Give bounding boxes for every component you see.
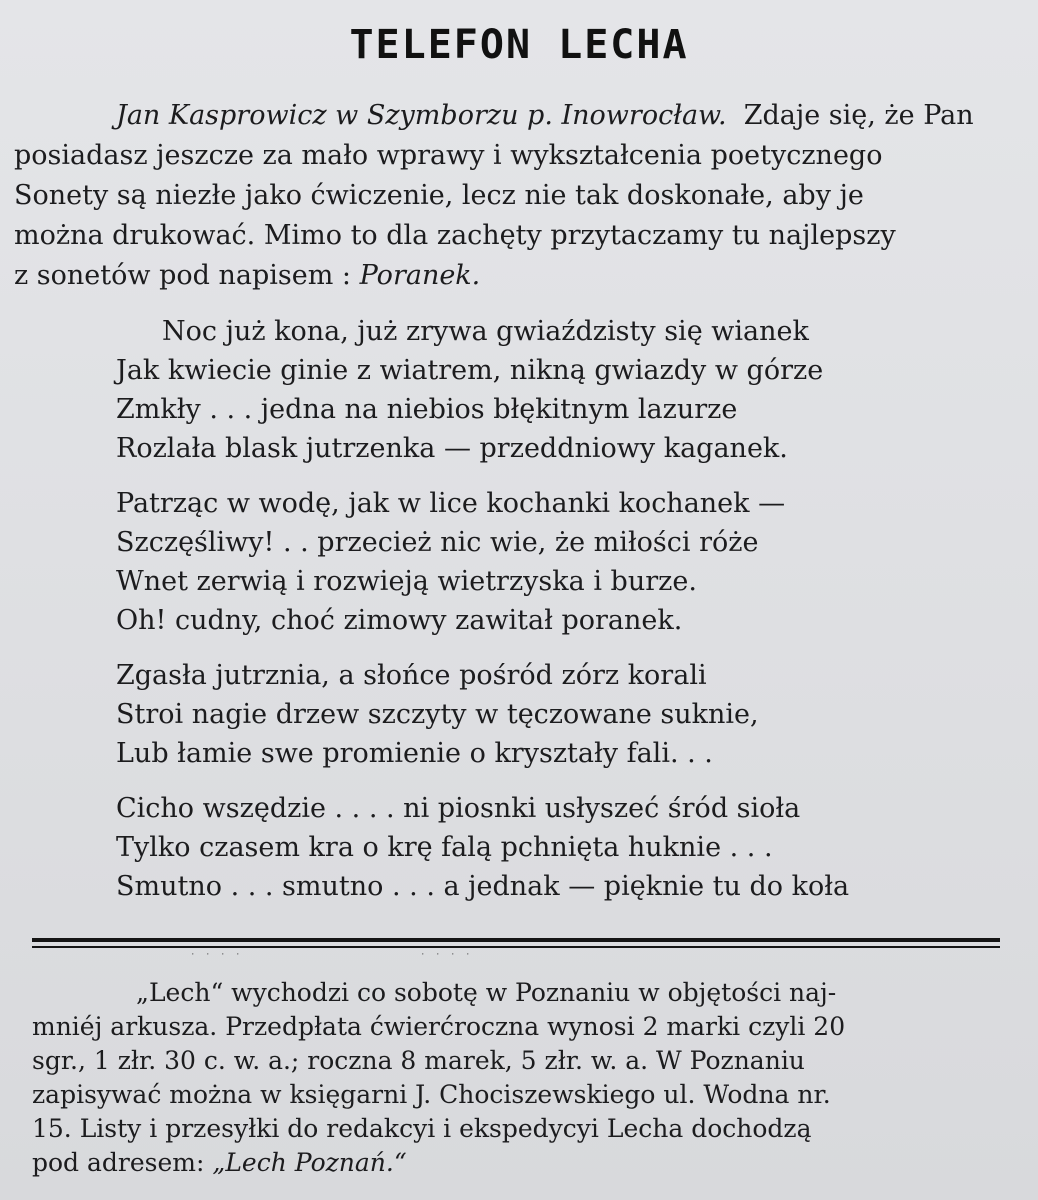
poem-line: Cicho wszędzie . . . . ni piosnki usłyszeć śród sioła [116, 793, 801, 824]
poem-line: Oh! cudny, choć zimowy zawitał poranek. [116, 605, 683, 636]
intro-line: posiadasz jeszcze za mało wprawy i wykształcenia poetycznego [14, 140, 883, 171]
page-title: TELEFON LECHA [349, 22, 689, 68]
notice-text: pod adresem: [32, 1148, 205, 1177]
notice-line: sgr., 1 złr. 30 c. w. a.; roczna 8 marek, 5 złr. w. a. W Poznaniu [32, 1046, 805, 1075]
intro-paragraph [14, 96, 1038, 296]
poem-line: Patrząc w wodę, jak w lice kochanki kochanek — [116, 488, 786, 519]
intro-line [14, 256, 1038, 296]
sonnet [116, 312, 1016, 922]
postal-address: „Lech Poznań.“ [212, 1148, 407, 1177]
notice-line: „Lech“ wychodzi co sobotę w Poznaniu w objętości naj- [136, 978, 837, 1007]
poem-line: Jak kwiecie ginie z wiatrem, nikną gwiazdy w górze [116, 355, 824, 386]
poem-line: Smutno . . . smutno . . . a jednak — pięknie tu do koła [116, 871, 850, 902]
poem-line: Zmkły . . . jedna na niebios błękitnym lazurze [116, 394, 738, 425]
poem-line: Rozlała blask jutrzenka — przeddniowy kaganek. [116, 433, 788, 464]
notice-line: 15. Listy i przesyłki do redakcyi i ekspedycyi Lecha dochodzą [32, 1114, 812, 1143]
intro-line [14, 96, 1038, 136]
poem-line: Zgasła jutrznia, a słońce pośród zórz korali [116, 660, 707, 691]
notice-line: zapisywać można w księgarni J. Chociszewskiego ul. Wodna nr. [32, 1080, 831, 1109]
publication-notice [32, 976, 1000, 1180]
stanza [116, 484, 1016, 640]
poem-line: Lub łamie swe promienie o kryształy fali. . . [116, 738, 713, 769]
stanza [116, 312, 1016, 468]
intro-line: można drukować. Mimo to dla zachęty przytaczamy tu najlepszy [14, 220, 896, 251]
intro-line: Sonety są niezłe jako ćwiczenie, lecz nie tak doskonałe, aby je [14, 180, 864, 211]
addressee: Jan Kasprowicz w Szymborzu p. Inowrocław. [116, 100, 727, 131]
ornament: ˙ ˙ ˙ ˙ [420, 952, 474, 965]
intro-text: z sonetów pod napisem : [14, 260, 352, 291]
notice-line [32, 1146, 1000, 1180]
poem-line: Tylko czasem kra o krę falą pchnięta huknie . . . [116, 832, 773, 863]
poem-title: Poranek. [359, 260, 481, 291]
ornament: ˙ ˙ ˙ ˙ [190, 952, 244, 965]
poem-line: Noc już kona, już zrywa gwiaździsty się wianek [162, 316, 809, 347]
poem-line: Stroi nagie drzew szczyty w tęczowane suknie, [116, 699, 759, 730]
double-rule-divider [32, 938, 1000, 948]
poem-line: Wnet zerwią i rozwieją wietrzyska i burze. [116, 566, 697, 597]
notice-line: mniéj arkusza. Przedpłata ćwierćroczna wynosi 2 marki czyli 20 [32, 1012, 846, 1041]
poem-line: Szczęśliwy! . . przecież nic wie, że miłości róże [116, 527, 759, 558]
stanza [116, 789, 1016, 906]
stanza [116, 656, 1016, 773]
intro-text: Zdaje się, że Pan [743, 100, 974, 131]
